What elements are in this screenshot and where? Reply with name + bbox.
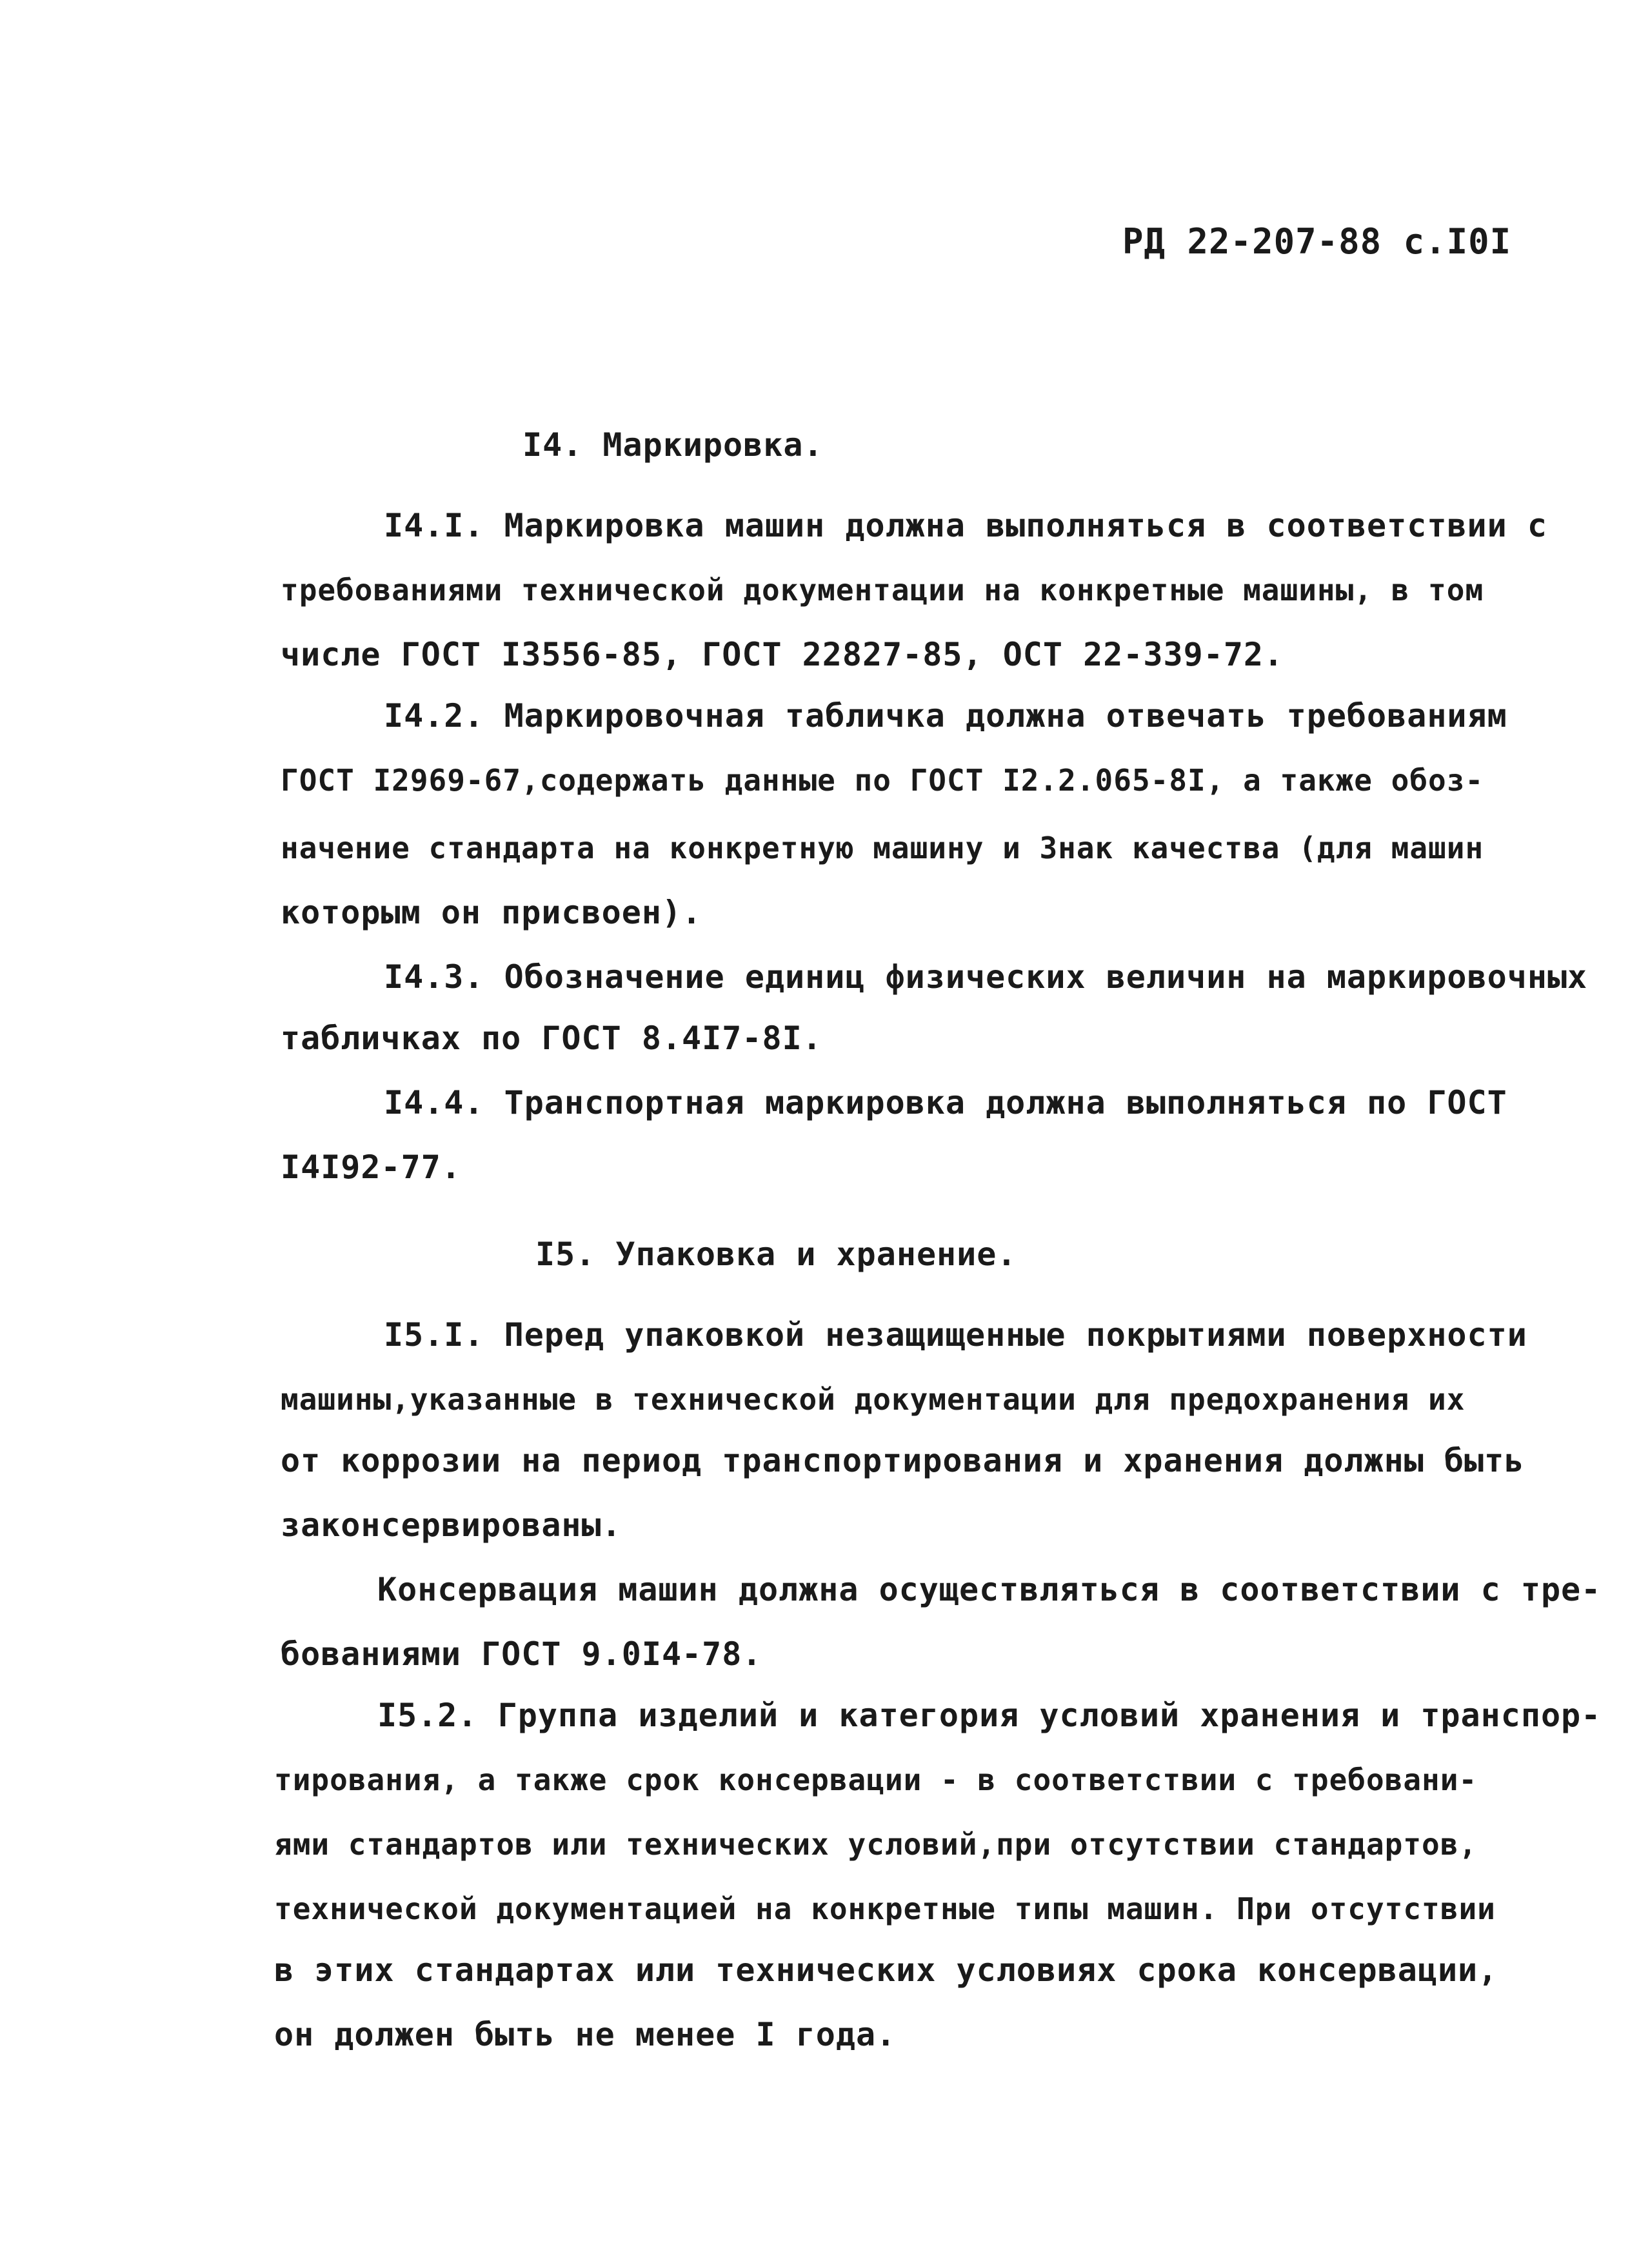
clause-14-2-line-4: которым он присвоен).: [281, 894, 702, 931]
section-14-title: I4. Маркировка.: [522, 426, 824, 464]
clause-15-2-line-1: I5.2. Группа изделий и категория условий хранения и транспор-: [377, 1697, 1602, 1734]
clause-14-1-line-3: числе ГОСТ I3556-85, ГОСТ 22827-85, ОСТ 22-339-72.: [281, 636, 1284, 673]
clause-14-1-line-2: требованиями технической документации на конкретные машины, в том: [281, 573, 1484, 607]
clause-15-2-line-3: ями стандартов или технических условий,при отсутствии стандартов,: [274, 1827, 1478, 1862]
clause-15-1-line-2: машины,указанные в технической документации для предохранения их: [281, 1382, 1466, 1417]
clause-14-3-line-1: I4.3. Обозначение единиц физических величин на маркировочных: [384, 958, 1588, 996]
clause-14-4-line-1: I4.4. Транспортная маркировка должна выполняться по ГОСТ: [384, 1084, 1507, 1121]
clause-14-2-line-1: I4.2. Маркировочная табличка должна отвечать требованиям: [384, 697, 1507, 735]
clause-15-2-line-6: он должен быть не менее I года.: [274, 2016, 897, 2053]
clause-14-2-line-3: начение стандарта на конкретную машину и Знак качества (для машин: [281, 831, 1484, 865]
clause-14-4-line-2: I4I92-77.: [281, 1149, 461, 1186]
clause-15-1-conservation-line-1: Консервация машин должна осуществляться в соответствии с тре-: [377, 1571, 1602, 1608]
section-15-title: I5. Упаковка и хранение.: [535, 1236, 1017, 1273]
clause-14-2-line-2: ГОСТ I2969-67,содержать данные по ГОСТ I2.2.065-8I, а также обоз-: [281, 763, 1484, 798]
clause-15-2-line-4: технической документацией на конкретные типы машин. При отсутствии: [274, 1891, 1496, 1926]
clause-14-1-line-1: I4.I. Маркировка машин должна выполняться в соответствии с: [384, 507, 1547, 544]
clause-15-1-line-3: от коррозии на период транспортирования и хранения должны быть: [281, 1442, 1525, 1479]
clause-15-1-line-1: I5.I. Перед упаковкой незащищенные покрытиями поверхности: [384, 1316, 1527, 1354]
clause-15-2-line-2: тирования, а также срок консервации - в соответствии с требовани-: [274, 1762, 1478, 1797]
clause-15-1-conservation-line-2: бованиями ГОСТ 9.0I4-78.: [281, 1635, 762, 1673]
clause-14-3-line-2: табличках по ГОСТ 8.4I7-8I.: [281, 1020, 822, 1057]
document-reference: РД 22-207-88 с.I0I: [1122, 221, 1512, 262]
clause-15-2-line-5: в этих стандартах или технических условиях срока консервации,: [274, 1951, 1498, 1989]
clause-15-1-line-4: законсервированы.: [281, 1506, 622, 1544]
